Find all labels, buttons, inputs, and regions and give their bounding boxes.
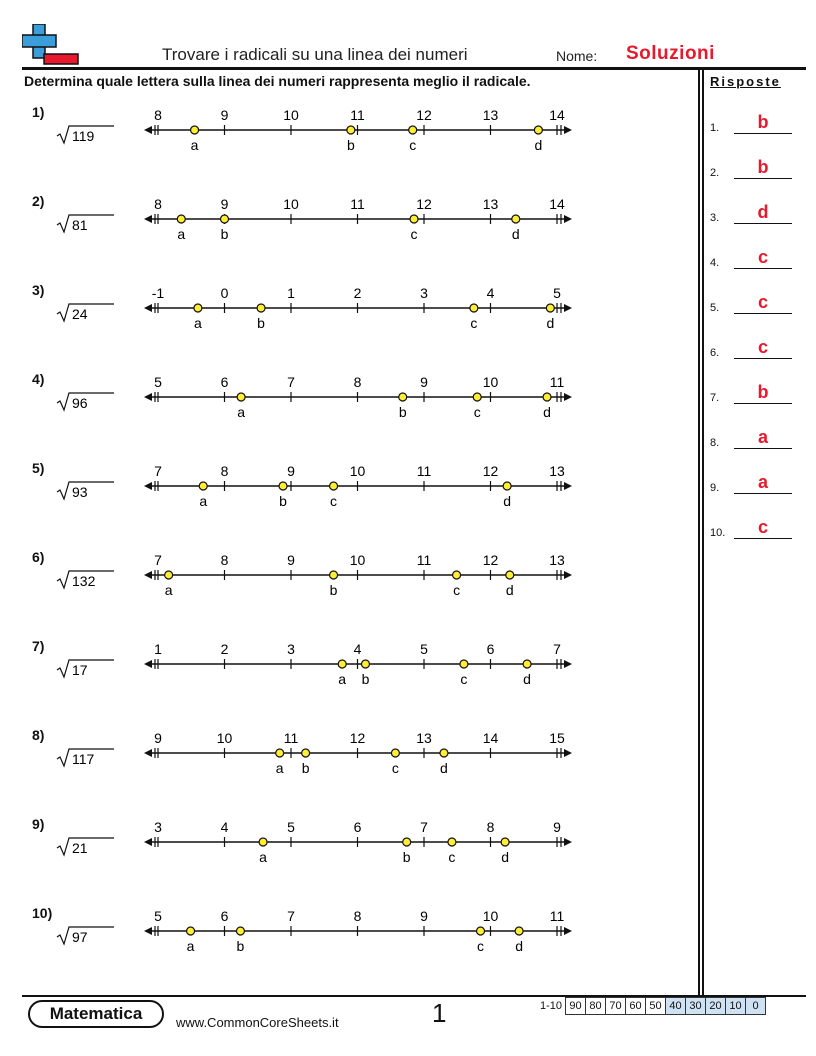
answer-blank xyxy=(734,313,792,314)
problem xyxy=(0,727,700,816)
tick-label: 9 xyxy=(553,819,561,835)
tick-label: 11 xyxy=(350,107,365,123)
point-label: a xyxy=(259,849,267,865)
page-number: 1 xyxy=(432,998,447,1028)
tick-label: 9 xyxy=(154,730,162,746)
point-marker xyxy=(523,660,531,668)
score-cell: 30 xyxy=(685,997,706,1015)
tick-label: 11 xyxy=(549,374,565,390)
tick-label: 8 xyxy=(154,107,162,123)
answer-number: 9. xyxy=(710,482,720,494)
score-cell: 50 xyxy=(645,997,666,1015)
tick-label: 11 xyxy=(350,196,365,212)
number-line xyxy=(140,282,580,342)
point-marker xyxy=(194,304,202,312)
score-cell: 70 xyxy=(605,997,626,1015)
tick-label: 4 xyxy=(353,641,362,657)
tick-label: 11 xyxy=(549,908,565,924)
point-marker xyxy=(477,927,485,935)
problem-number: 5) xyxy=(32,460,45,476)
answer-value: b xyxy=(757,112,769,132)
point-label: c xyxy=(391,760,399,776)
point-label: c xyxy=(477,938,485,954)
point-marker xyxy=(440,749,448,757)
tick-label: 14 xyxy=(549,196,565,212)
point-marker xyxy=(399,393,407,401)
point-marker xyxy=(330,482,338,490)
tick-label: 8 xyxy=(353,908,362,924)
point-label: d xyxy=(505,582,514,598)
answer-number: 5. xyxy=(710,302,720,314)
arrow-right-icon xyxy=(564,927,572,935)
tick-label: 3 xyxy=(287,641,295,657)
answer-value: c xyxy=(757,337,768,357)
answer-blank xyxy=(734,538,792,539)
answer-value: c xyxy=(757,292,768,312)
point-label: d xyxy=(523,671,531,687)
point-marker xyxy=(199,482,207,490)
tick-label: 13 xyxy=(416,730,432,746)
answer-number: 10. xyxy=(710,527,726,539)
point-marker xyxy=(391,749,399,757)
point-label: d xyxy=(543,404,551,420)
answer-number: 2. xyxy=(710,167,720,179)
radical-expression xyxy=(56,567,116,591)
point-marker xyxy=(506,571,514,579)
arrow-left-icon xyxy=(144,571,152,579)
problem xyxy=(0,104,700,193)
point-label: d xyxy=(546,315,555,331)
tick-label: 5 xyxy=(287,819,295,835)
problem-number: 7) xyxy=(32,638,45,654)
tick-label: 9 xyxy=(287,463,295,479)
answer-row xyxy=(710,243,800,271)
point-label: c xyxy=(470,315,478,331)
radicand: 97 xyxy=(72,929,88,945)
answer-blank xyxy=(734,358,792,359)
point-marker xyxy=(546,304,554,312)
tick-label: 6 xyxy=(220,374,229,390)
point-label: d xyxy=(440,760,448,776)
point-marker xyxy=(460,660,468,668)
point-marker xyxy=(330,571,338,579)
problem xyxy=(0,638,700,727)
point-label: b xyxy=(402,849,411,865)
point-label: c xyxy=(448,849,456,865)
point-label: b xyxy=(301,760,310,776)
arrow-right-icon xyxy=(564,571,572,579)
answer-row xyxy=(710,153,800,181)
point-marker xyxy=(409,126,417,134)
answer-value: c xyxy=(757,247,768,267)
tick-label: 12 xyxy=(416,107,432,123)
tick-label: 13 xyxy=(482,196,499,212)
tick-label: 10 xyxy=(283,107,299,123)
arrow-left-icon xyxy=(144,393,152,401)
tick-label: 12 xyxy=(416,196,432,212)
answer-number: 4. xyxy=(710,257,720,269)
answer-blank xyxy=(734,403,792,404)
tick-label: 0 xyxy=(220,285,229,301)
point-label: d xyxy=(501,849,510,865)
point-label: d xyxy=(534,137,543,153)
point-marker xyxy=(236,927,244,935)
score-cell: 0 xyxy=(745,997,766,1015)
point-label: b xyxy=(361,671,370,687)
answer-number: 3. xyxy=(710,212,720,224)
point-label: c xyxy=(473,404,481,420)
worksheet-title: Trovare i radicali su una linea dei numeri xyxy=(162,45,468,64)
radicand: 117 xyxy=(72,751,95,767)
tick-label: 13 xyxy=(549,552,565,568)
answer-number: 1. xyxy=(710,122,720,134)
tick-label: 10 xyxy=(349,463,366,479)
answer-row xyxy=(710,108,800,136)
tick-label: 8 xyxy=(353,374,362,390)
tick-label: 4 xyxy=(220,819,229,835)
number-line xyxy=(140,104,580,164)
point-marker xyxy=(403,838,411,846)
point-marker xyxy=(473,393,481,401)
number-line xyxy=(140,727,580,787)
point-label: b xyxy=(346,137,355,153)
tick-label: 4 xyxy=(486,285,495,301)
point-label: c xyxy=(330,493,338,509)
tick-label: 9 xyxy=(420,908,428,924)
tick-label: 6 xyxy=(486,641,495,657)
tick-label: 13 xyxy=(549,463,565,479)
arrow-right-icon xyxy=(564,215,572,223)
score-cell: 40 xyxy=(665,997,686,1015)
tick-label: 7 xyxy=(154,463,162,479)
tick-label: 1 xyxy=(154,641,162,657)
point-label: a xyxy=(275,760,284,776)
tick-label: 12 xyxy=(482,552,499,568)
problem-number: 4) xyxy=(32,371,45,387)
number-line xyxy=(140,193,580,253)
number-line xyxy=(140,460,580,520)
radicand: 81 xyxy=(72,217,88,233)
arrow-left-icon xyxy=(144,838,152,846)
answer-blank xyxy=(734,493,792,494)
point-marker xyxy=(276,749,284,757)
arrow-right-icon xyxy=(564,304,572,312)
answer-row xyxy=(710,423,800,451)
tick-label: 7 xyxy=(287,374,295,390)
point-label: c xyxy=(410,226,418,242)
arrow-right-icon xyxy=(564,482,572,490)
arrow-left-icon xyxy=(144,215,152,223)
radical-expression xyxy=(56,656,116,680)
point-label: d xyxy=(503,493,512,509)
radical-expression xyxy=(56,834,116,858)
arrow-left-icon xyxy=(144,749,152,757)
tick-label: 2 xyxy=(353,285,362,301)
tick-label: 7 xyxy=(420,819,428,835)
point-marker xyxy=(534,126,542,134)
point-label: a xyxy=(199,493,208,509)
answer-value: b xyxy=(757,382,769,402)
arrow-left-icon xyxy=(144,660,152,668)
tick-label: 5 xyxy=(154,908,162,924)
point-label: b xyxy=(257,315,265,331)
tick-label: 10 xyxy=(482,374,499,390)
answer-row xyxy=(710,198,800,226)
point-label: c xyxy=(460,671,468,687)
tick-label: 10 xyxy=(349,552,366,568)
point-label: b xyxy=(236,938,245,954)
tick-label: 3 xyxy=(154,819,162,835)
tick-label: 8 xyxy=(154,196,162,212)
point-label: a xyxy=(338,671,347,687)
number-line xyxy=(140,371,580,431)
radicand: 93 xyxy=(72,484,88,500)
arrow-left-icon xyxy=(144,304,152,312)
answer-value: a xyxy=(757,427,768,447)
problem-number: 8) xyxy=(32,727,45,743)
score-cell: 10 xyxy=(725,997,746,1015)
answer-number: 6. xyxy=(710,347,720,359)
answer-row xyxy=(710,513,800,541)
arrow-left-icon xyxy=(144,927,152,935)
answer-blank xyxy=(734,268,792,269)
score-cell: 80 xyxy=(585,997,606,1015)
point-marker xyxy=(302,749,310,757)
point-marker xyxy=(259,838,267,846)
point-marker xyxy=(165,571,173,579)
point-marker xyxy=(515,927,523,935)
tick-label: 13 xyxy=(482,107,499,123)
tick-label: 14 xyxy=(549,107,565,123)
tick-label: 3 xyxy=(420,285,428,301)
point-marker xyxy=(221,215,229,223)
point-marker xyxy=(448,838,456,846)
header-divider xyxy=(22,67,806,70)
tick-label: 12 xyxy=(349,730,366,746)
point-marker xyxy=(237,393,245,401)
radicand: 21 xyxy=(72,840,88,856)
score-cell: 60 xyxy=(625,997,646,1015)
number-line xyxy=(140,905,580,965)
problem-number: 10) xyxy=(32,905,53,921)
point-marker xyxy=(191,126,199,134)
answer-value: a xyxy=(757,472,768,492)
point-marker xyxy=(347,126,355,134)
tick-label: 11 xyxy=(283,730,299,746)
tick-label: 9 xyxy=(220,107,229,123)
radical-expression xyxy=(56,478,116,502)
radical-expression xyxy=(56,300,116,324)
point-label: a xyxy=(190,137,199,153)
problem xyxy=(0,371,700,460)
tick-label: 7 xyxy=(287,908,295,924)
tick-label: 14 xyxy=(482,730,499,746)
tick-label: 6 xyxy=(353,819,362,835)
tick-label: 10 xyxy=(482,908,499,924)
tick-label: 9 xyxy=(287,552,295,568)
answer-value: b xyxy=(757,157,769,177)
arrow-right-icon xyxy=(564,393,572,401)
point-label: d xyxy=(515,938,523,954)
radicand: 96 xyxy=(72,395,88,411)
point-label: b xyxy=(329,582,338,598)
answer-blank xyxy=(734,448,792,449)
tick-label: -1 xyxy=(151,285,165,301)
tick-label: 5 xyxy=(553,285,561,301)
point-label: c xyxy=(409,137,417,153)
problem-number: 3) xyxy=(32,282,45,298)
tick-label: 7 xyxy=(553,641,561,657)
number-line xyxy=(140,549,580,609)
point-marker xyxy=(361,660,369,668)
radicand: 17 xyxy=(72,662,88,678)
point-marker xyxy=(503,482,511,490)
arrow-right-icon xyxy=(564,749,572,757)
website-url: www.CommonCoreSheets.it xyxy=(176,1015,339,1030)
point-label: c xyxy=(453,582,461,598)
arrow-left-icon xyxy=(144,126,152,134)
point-marker xyxy=(543,393,551,401)
answer-row xyxy=(710,333,800,361)
point-label: a xyxy=(164,582,173,598)
point-marker xyxy=(187,927,195,935)
point-marker xyxy=(338,660,346,668)
problem xyxy=(0,549,700,638)
answer-row xyxy=(710,288,800,316)
point-label: b xyxy=(279,493,287,509)
radicand: 119 xyxy=(72,128,95,144)
point-marker xyxy=(453,571,461,579)
radical-expression xyxy=(56,745,116,769)
point-label: b xyxy=(220,226,229,242)
problem xyxy=(0,193,700,282)
point-marker xyxy=(470,304,478,312)
point-marker xyxy=(257,304,265,312)
point-label: a xyxy=(186,938,195,954)
answer-row xyxy=(710,468,800,496)
tick-label: 2 xyxy=(220,641,229,657)
point-marker xyxy=(279,482,287,490)
radical-expression xyxy=(56,122,116,146)
problem xyxy=(0,816,700,905)
problem-number: 9) xyxy=(32,816,45,832)
problem xyxy=(0,460,700,549)
radicand: 24 xyxy=(72,306,88,322)
tick-label: 8 xyxy=(486,819,495,835)
answer-blank xyxy=(734,223,792,224)
answer-number: 7. xyxy=(710,392,720,404)
point-label: a xyxy=(237,404,246,420)
tick-label: 9 xyxy=(420,374,428,390)
arrow-right-icon xyxy=(564,126,572,134)
radical-expression xyxy=(56,389,116,413)
answer-number: 8. xyxy=(710,437,720,449)
tick-label: 5 xyxy=(154,374,162,390)
tick-label: 7 xyxy=(154,552,162,568)
tick-label: 12 xyxy=(482,463,499,479)
tick-label: 8 xyxy=(220,463,229,479)
answer-column-divider xyxy=(702,68,704,998)
arrow-left-icon xyxy=(144,482,152,490)
problem xyxy=(0,282,700,371)
point-marker xyxy=(501,838,509,846)
radical-expression xyxy=(56,923,116,947)
score-cell: 20 xyxy=(705,997,726,1015)
problem-number: 1) xyxy=(32,104,45,120)
brand-badge: Matematica xyxy=(28,1000,164,1028)
point-marker xyxy=(177,215,185,223)
point-marker xyxy=(512,215,520,223)
radicand: 132 xyxy=(72,573,96,589)
point-label: a xyxy=(177,226,186,242)
answer-blank xyxy=(734,133,792,134)
tick-label: 10 xyxy=(216,730,233,746)
arrow-right-icon xyxy=(564,838,572,846)
tick-label: 8 xyxy=(220,552,229,568)
tick-label: 6 xyxy=(220,908,229,924)
number-line xyxy=(140,638,580,698)
point-marker xyxy=(410,215,418,223)
logo-icon xyxy=(22,24,80,66)
tick-label: 10 xyxy=(283,196,299,212)
answer-blank xyxy=(734,178,792,179)
answer-value: d xyxy=(757,202,769,222)
tick-label: 1 xyxy=(287,285,295,301)
problem xyxy=(0,905,700,994)
tick-label: 15 xyxy=(549,730,565,746)
radical-expression xyxy=(56,211,116,235)
answers-heading: Risposte xyxy=(710,74,781,89)
tick-label: 5 xyxy=(420,641,428,657)
problem-number: 6) xyxy=(32,549,45,565)
score-table xyxy=(536,997,766,1015)
answer-row xyxy=(710,378,800,406)
tick-label: 11 xyxy=(416,463,432,479)
arrow-right-icon xyxy=(564,660,572,668)
name-label: Nome: xyxy=(556,48,598,64)
name-value: Soluzioni xyxy=(626,43,715,64)
score-cell: 90 xyxy=(565,997,586,1015)
tick-label: 11 xyxy=(416,552,432,568)
point-label: b xyxy=(398,404,407,420)
answer-value: c xyxy=(757,517,768,537)
point-label: a xyxy=(194,315,202,331)
score-range-label: 1-10 xyxy=(540,1000,563,1012)
tick-label: 9 xyxy=(220,196,229,212)
instructions: Determina quale lettera sulla linea dei numeri rappresenta meglio il radicale. xyxy=(24,73,531,89)
point-label: d xyxy=(511,226,520,242)
problem-number: 2) xyxy=(32,193,45,209)
number-line xyxy=(140,816,580,876)
